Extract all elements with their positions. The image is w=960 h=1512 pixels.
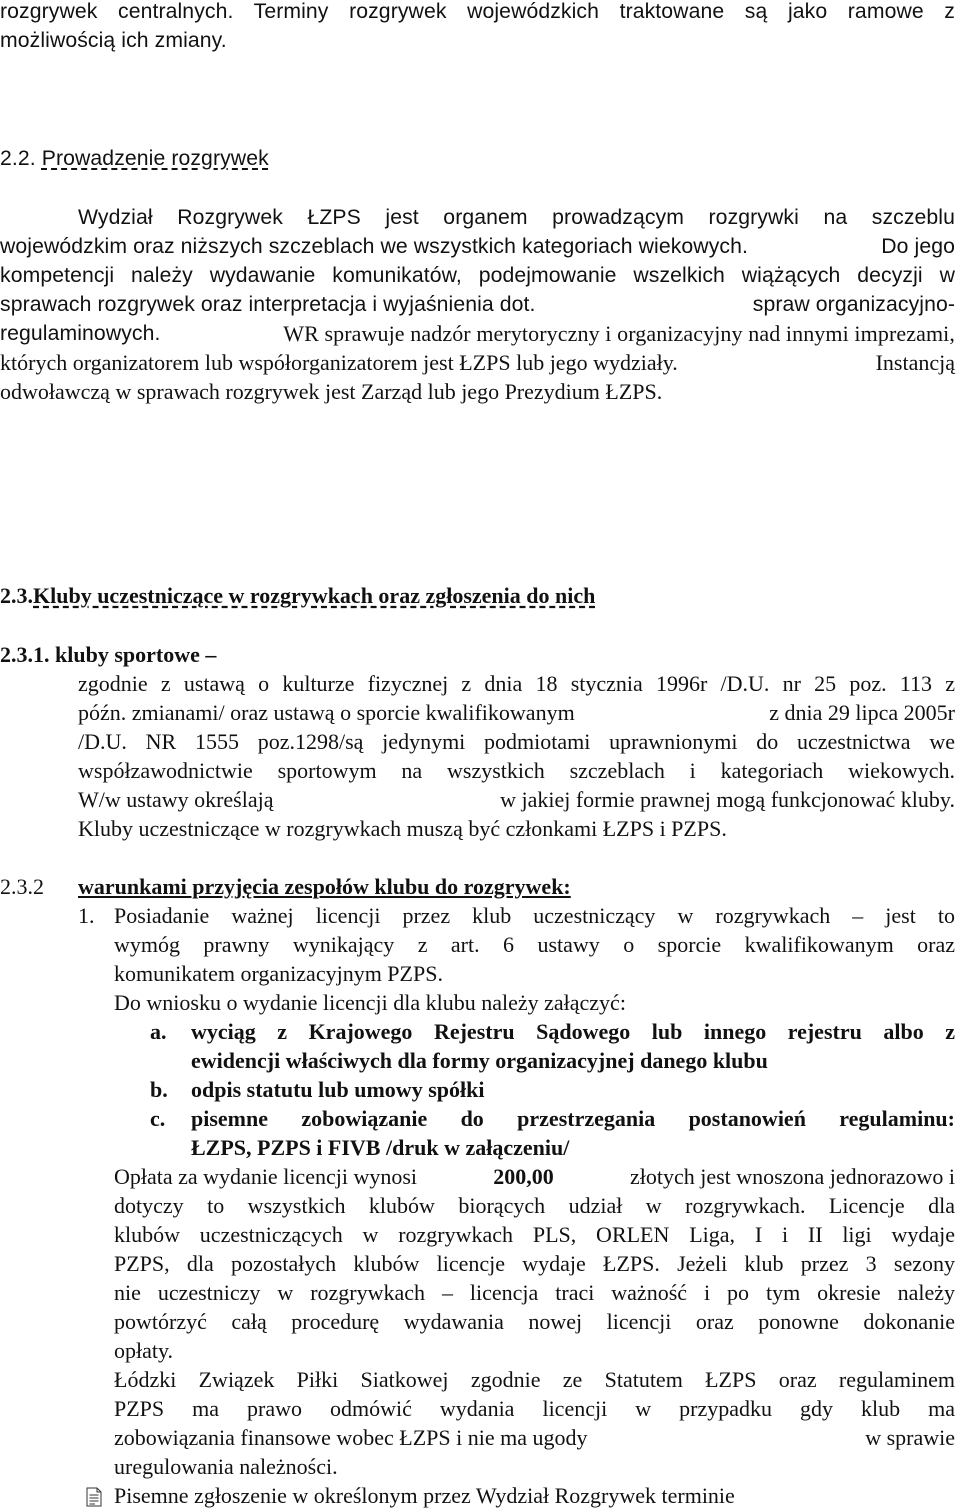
item-1-number: 1. <box>78 903 95 928</box>
req-c-label: c. <box>150 1106 166 1131</box>
section-2-3-2-title: warunkami przyjęcia zespołów klubu do rozgrywek: <box>78 874 571 899</box>
s231-line-6: Kluby uczestniczące w rozgrywkach muszą być członkami ŁZPS i PZPS. <box>78 816 727 841</box>
req-a-line-1: wyciąg z Krajowego Rejestru Sądowego lub innego rejestru albo z <box>191 1019 955 1044</box>
s22-line-2 <box>0 232 955 262</box>
s22-line-3: kompetencji należy wydawanie komunikatów, podejmowanie wszelkich wiążących decyzji w <box>0 264 955 287</box>
s231-line-3: /D.U. NR 1555 poz.1298/są jedynymi podmiotami uprawnionymi do uczestnictwa we <box>78 729 955 754</box>
s22-line-6-b: Instancją <box>875 350 955 375</box>
section-2-2-title: Prowadzenie rozgrywek <box>41 147 269 170</box>
item-1-line-1: Posiadanie ważnej licencji przez klub uczestniczący w rozgrywkach – jest to <box>114 903 955 928</box>
req-c-line-2: ŁZPS, PZPS i FIVB /druk w załączeniu/ <box>191 1135 570 1160</box>
s231-line-5 <box>78 785 955 815</box>
s231-line-1: zgodnie z ustawą o kulturze fizycznej z dnia 18 stycznia 1996r /D.U. nr 25 poz. 113 z <box>78 671 955 696</box>
fee-line-1 <box>114 1162 955 1192</box>
s231-line-4: współzawodnictwie sportowym na wszystkich szczeblach i kategoriach wiekowych. <box>78 758 955 783</box>
refuse-line-4: uregulowania należności. <box>114 1454 338 1479</box>
section-2-2-number: 2.2. <box>0 147 36 170</box>
refuse-line-3-a: zobowiązania finansowe wobec ŁZPS i nie ma ugody <box>114 1425 588 1450</box>
s22-line-4-b: spraw organizacyjno- <box>752 293 955 316</box>
section-2-3-1-number: 2.3.1. <box>0 642 50 667</box>
s22-line-2-a: wojewódzkim oraz niższych szczeblach we wszystkich kategoriach wiekowych. <box>0 235 748 258</box>
s22-line-2-b: Do jego <box>881 235 955 258</box>
refuse-line-3 <box>114 1423 955 1453</box>
fee-amount: 200,00 <box>493 1164 554 1189</box>
refuse-line-2: PZPS ma prawo odmówić wydania licencji w przypadku gdy klub ma <box>114 1396 955 1421</box>
s22-line-5-a: regulaminowych. <box>0 322 161 345</box>
s22-line-6-a: których organizatorem lub współorganizatorem jest ŁZPS lub jego wydziały. <box>0 350 678 375</box>
fee-line-4: PZPS, dla pozostałych klubów licencje wydaje ŁZPS. Jeżeli klub przez 3 sezony <box>114 1251 955 1276</box>
s231-line-2-a: późn. zmianami/ oraz ustawą o sporcie kwalifikowanym <box>78 700 575 725</box>
section-2-3-number: 2.3. <box>0 583 33 608</box>
s22-line-7: odwoławczą w sprawach rozgrywek jest Zarząd lub jego Prezydium ŁZPS. <box>0 379 663 404</box>
section-2-3-heading <box>0 581 595 611</box>
section-2-3-2-number: 2.3.2 <box>0 874 44 899</box>
fee-line-5: nie uczestniczy w rozgrywkach – licencja traci ważność i po tym okresie należy <box>114 1280 955 1305</box>
fee-line-1-a: Opłata za wydanie licencji wynosi <box>114 1164 418 1189</box>
section-2-3-title: Kluby uczestniczące w rozgrywkach oraz zgłoszenia do nich <box>33 583 596 608</box>
fee-line-6: powtórzyć całą procedurę wydawania nowej licencji oraz ponowne dokonanie <box>114 1309 955 1334</box>
fee-line-3: klubów uczestniczących w rozgrywkach PLS, ORLEN Liga, I i II ligi wydaje <box>114 1222 955 1247</box>
s231-line-5-b: w jakiej formie prawnej mogą funkcjonować kluby. <box>500 787 955 812</box>
req-a-label: a. <box>150 1019 167 1044</box>
fee-line-1-c: złotych jest wnoszona jednorazowo i <box>629 1164 955 1189</box>
section-2-3-1-heading <box>0 640 216 670</box>
req-b-line-1: odpis statutu lub umowy spółki <box>191 1077 485 1102</box>
section-2-3-1-title: kluby sportowe – <box>55 642 217 667</box>
last-item-line: Pisemne zgłoszenie w określonym przez Wydział Rozgrywek terminie <box>114 1483 735 1508</box>
s22-line-4 <box>0 290 955 320</box>
intro-line-2: możliwością ich zmiany. <box>0 29 227 52</box>
fee-line-7: opłaty. <box>114 1338 174 1363</box>
item-1-line-3: komunikatem organizacyjnym PZPS. <box>114 961 443 986</box>
req-c-line-1: pisemne zobowiązanie do przestrzegania postanowień regulaminu: <box>191 1106 955 1131</box>
s22-line-4-a: sprawach rozgrywek oraz interpretacja i wyjaśnienia dot. <box>0 293 536 316</box>
s231-line-2-b: z dnia 29 lipca 2005r <box>769 700 955 725</box>
requirements-intro: Do wniosku o wydanie licencji dla klubu należy załączyć: <box>114 990 626 1015</box>
s231-line-2 <box>78 698 955 728</box>
s22-line-5-b: WR sprawuje nadzór merytoryczny i organizacyjny nad innymi imprezami, <box>283 321 955 346</box>
req-b-label: b. <box>150 1077 168 1102</box>
s22-line-5 <box>0 319 955 349</box>
intro-line-1: rozgrywek centralnych. Terminy rozgrywek wojewódzkich traktowane są jako ramowe z <box>0 0 955 23</box>
s231-line-5-a: W/w ustawy określają <box>78 787 274 812</box>
document-icon <box>86 1487 102 1507</box>
req-a-line-2: ewidencji właściwych dla formy organizacyjnej danego klubu <box>191 1048 768 1073</box>
fee-line-2: dotyczy to wszystkich klubów biorących udział w rozgrywkach. Licencje dla <box>114 1193 955 1218</box>
section-2-2-heading <box>0 144 269 174</box>
s22-line-1: Wydział Rozgrywek ŁZPS jest organem prowadzącym rozgrywki na szczeblu <box>78 206 955 229</box>
refuse-line-3-b: w sprawie <box>865 1425 955 1450</box>
s22-line-6 <box>0 348 955 378</box>
item-1-line-2: wymóg prawny wynikający z art. 6 ustawy o sporcie kwalifikowanym oraz <box>114 932 955 957</box>
refuse-line-1: Łódzki Związek Piłki Siatkowej zgodnie ze Statutem ŁZPS oraz regulaminem <box>114 1367 955 1392</box>
